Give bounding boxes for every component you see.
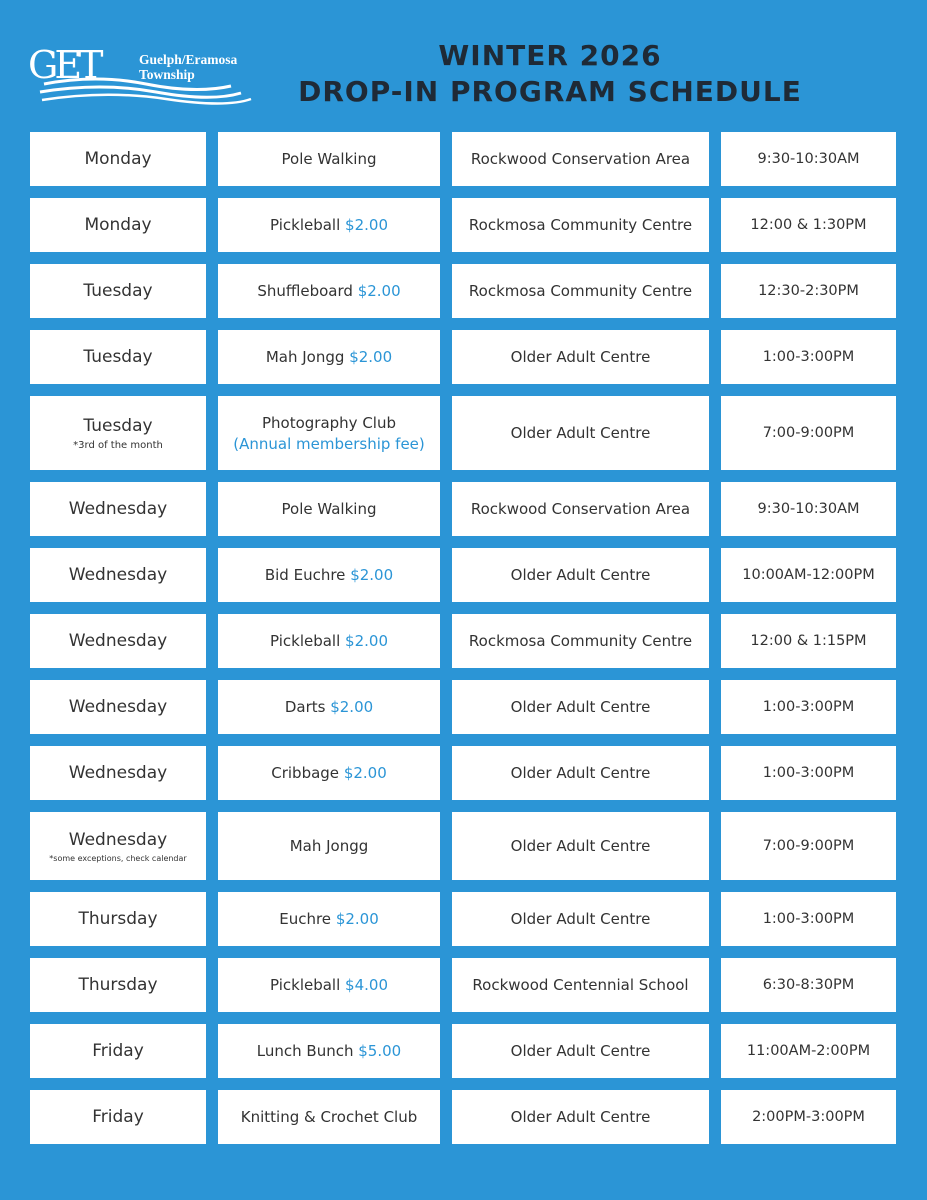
time-range: 10:00AM-12:00PM	[742, 567, 875, 583]
program-cell	[218, 614, 440, 668]
day-cell	[30, 132, 206, 186]
day-label: Wednesday	[68, 499, 168, 519]
program-name: Pole Walking	[281, 500, 377, 518]
day-cell	[30, 396, 206, 470]
program-cell	[218, 1024, 440, 1078]
program-name: Euchre	[279, 910, 332, 928]
time-cell	[721, 198, 896, 252]
time-cell	[721, 1090, 896, 1144]
program-line	[262, 414, 396, 432]
time-range: 1:00-3:00PM	[762, 911, 855, 927]
day-cell	[30, 680, 206, 734]
location-cell	[452, 482, 709, 536]
program-fee: $2.00	[345, 632, 388, 650]
location-cell	[452, 264, 709, 318]
schedule-row	[30, 614, 896, 668]
time-range: 1:00-3:00PM	[762, 349, 855, 365]
program-fee: $4.00	[345, 976, 388, 994]
location-cell	[452, 548, 709, 602]
day-cell	[30, 482, 206, 536]
program-fee: $2.00	[350, 566, 394, 584]
program-line	[282, 150, 377, 168]
program-name: Pickleball	[270, 632, 341, 650]
day-cell	[30, 958, 206, 1012]
location-name: Older Adult Centre	[510, 698, 651, 716]
time-cell	[721, 264, 896, 318]
schedule-row	[30, 680, 896, 734]
schedule-row	[30, 198, 896, 252]
location-name: Rockmosa Community Centre	[468, 282, 693, 300]
day-label: Wednesday	[68, 763, 168, 783]
time-cell	[721, 132, 896, 186]
location-name: Older Adult Centre	[510, 348, 651, 366]
time-range: 9:30-10:30AM	[757, 501, 860, 517]
day-label: Tuesday	[83, 281, 153, 301]
location-name: Older Adult Centre	[510, 424, 651, 442]
location-name: Rockwood Conservation Area	[470, 150, 691, 168]
schedule-row	[30, 746, 896, 800]
time-range: 2:00PM-3:00PM	[752, 1109, 865, 1125]
schedule-row	[30, 958, 896, 1012]
day-cell	[30, 812, 206, 880]
time-range: 6:30-8:30PM	[762, 977, 855, 993]
program-fee: $5.00	[358, 1042, 402, 1060]
location-cell	[452, 396, 709, 470]
day-label: Friday	[92, 1107, 144, 1127]
program-fee: $2.00	[357, 282, 401, 300]
day-label: Friday	[92, 1041, 144, 1061]
location-cell	[452, 614, 709, 668]
day-cell	[30, 1090, 206, 1144]
location-name: Older Adult Centre	[510, 1042, 651, 1060]
location-name: Older Adult Centre	[510, 1108, 651, 1126]
program-name: Bid Euchre	[264, 566, 346, 584]
day-label: Thursday	[78, 909, 158, 929]
logo-name-line2: Township	[139, 67, 195, 82]
day-cell	[30, 614, 206, 668]
program-cell	[218, 264, 440, 318]
program-membership-fee: (Annual membership fee)	[233, 434, 425, 453]
day-label: Wednesday	[68, 829, 168, 850]
location-cell	[452, 746, 709, 800]
day-cell	[30, 746, 206, 800]
location-name: Rockmosa Community Centre	[468, 632, 693, 650]
location-name: Rockwood Conservation Area	[470, 500, 691, 518]
schedule-row	[30, 396, 896, 470]
program-name: Mah Jongg	[289, 837, 369, 855]
day-cell	[30, 1024, 206, 1078]
time-range: 12:30-2:30PM	[758, 283, 859, 299]
program-cell	[218, 812, 440, 880]
day-label: Tuesday	[83, 347, 153, 367]
location-cell	[452, 1090, 709, 1144]
program-fee: $2.00	[330, 698, 374, 716]
program-cell	[218, 482, 440, 536]
time-cell	[721, 746, 896, 800]
program-name: Pole Walking	[281, 150, 377, 168]
program-cell	[218, 892, 440, 946]
program-cell	[218, 132, 440, 186]
program-name: Pickleball	[270, 976, 341, 994]
program-cell	[218, 330, 440, 384]
time-cell	[721, 482, 896, 536]
program-name: Lunch Bunch	[256, 1042, 354, 1060]
time-range: 7:00-9:00PM	[762, 425, 855, 441]
program-line	[271, 764, 387, 782]
time-cell	[721, 396, 896, 470]
program-name: Knitting & Crochet Club	[240, 1108, 418, 1126]
title-line-2: DROP-IN PROGRAM SCHEDULE	[298, 75, 802, 108]
time-range: 1:00-3:00PM	[762, 765, 855, 781]
day-cell	[30, 548, 206, 602]
program-fee: $2.00	[343, 764, 387, 782]
schedule-row	[30, 548, 896, 602]
time-cell	[721, 1024, 896, 1078]
program-name: Darts	[284, 698, 326, 716]
time-range: 11:00AM-2:00PM	[746, 1043, 871, 1059]
program-line	[266, 348, 392, 366]
logo-name-line1: Guelph/Eramosa	[139, 52, 238, 67]
location-cell	[452, 892, 709, 946]
program-cell	[218, 548, 440, 602]
time-cell	[721, 680, 896, 734]
location-name: Older Adult Centre	[510, 837, 651, 855]
location-name: Older Adult Centre	[510, 910, 651, 928]
schedule-row	[30, 482, 896, 536]
logo-letters: GET	[28, 43, 100, 87]
program-line	[282, 500, 377, 518]
program-name: Mah Jongg	[265, 348, 345, 366]
day-label: Wednesday	[68, 565, 168, 585]
time-cell	[721, 812, 896, 880]
time-range: 9:30-10:30AM	[757, 151, 860, 167]
schedule-row	[30, 264, 896, 318]
page-title	[290, 38, 810, 110]
program-cell	[218, 746, 440, 800]
program-line	[257, 282, 400, 300]
program-line	[270, 632, 388, 650]
time-cell	[721, 614, 896, 668]
program-line	[257, 1042, 401, 1060]
location-cell	[452, 812, 709, 880]
program-name: Photography Club	[261, 413, 396, 432]
program-cell	[218, 1090, 440, 1144]
program-line	[241, 1108, 418, 1126]
day-label: Monday	[84, 149, 152, 169]
program-cell	[218, 958, 440, 1012]
location-cell	[452, 958, 709, 1012]
township-logo	[26, 44, 261, 108]
program-cell	[218, 680, 440, 734]
location-name: Rockwood Centennial School	[472, 976, 689, 994]
time-cell	[721, 330, 896, 384]
schedule-row	[30, 1090, 896, 1144]
program-name: Pickleball	[270, 216, 341, 234]
day-label: Monday	[84, 215, 152, 235]
location-name: Rockmosa Community Centre	[468, 216, 693, 234]
time-range: 7:00-9:00PM	[762, 838, 855, 854]
program-name: Shuffleboard	[257, 282, 353, 300]
program-fee: $2.00	[349, 348, 393, 366]
day-cell	[30, 264, 206, 318]
program-line	[290, 837, 369, 855]
day-note: *3rd of the month	[73, 439, 163, 451]
day-note: *some exceptions, check calendar	[49, 853, 187, 863]
program-line	[285, 698, 373, 716]
schedule-table	[30, 132, 896, 1156]
location-cell	[452, 330, 709, 384]
program-line	[270, 976, 388, 994]
day-label: Tuesday	[83, 415, 153, 436]
location-name: Older Adult Centre	[510, 764, 651, 782]
program-cell	[218, 198, 440, 252]
time-cell	[721, 548, 896, 602]
time-range: 12:00 & 1:30PM	[750, 217, 867, 233]
title-line-1: WINTER 2026	[438, 39, 662, 72]
day-cell	[30, 330, 206, 384]
program-fee: $2.00	[345, 216, 388, 234]
location-cell	[452, 680, 709, 734]
day-label: Wednesday	[68, 697, 168, 717]
location-name: Older Adult Centre	[510, 566, 651, 584]
location-cell	[452, 132, 709, 186]
time-range: 1:00-3:00PM	[762, 699, 855, 715]
program-line	[265, 566, 393, 584]
schedule-row	[30, 330, 896, 384]
day-label: Thursday	[78, 975, 158, 995]
program-line	[279, 910, 379, 928]
program-fee: $2.00	[335, 910, 379, 928]
day-cell	[30, 198, 206, 252]
program-line	[270, 216, 388, 234]
program-name: Cribbage	[271, 764, 340, 782]
logo-township-name	[139, 52, 237, 82]
program-cell	[218, 396, 440, 470]
schedule-row	[30, 132, 896, 186]
schedule-row	[30, 1024, 896, 1078]
schedule-row	[30, 892, 896, 946]
time-range: 12:00 & 1:15PM	[750, 633, 867, 649]
time-cell	[721, 892, 896, 946]
location-cell	[452, 198, 709, 252]
schedule-row	[30, 812, 896, 880]
day-label: Wednesday	[68, 631, 168, 651]
day-cell	[30, 892, 206, 946]
location-cell	[452, 1024, 709, 1078]
time-cell	[721, 958, 896, 1012]
